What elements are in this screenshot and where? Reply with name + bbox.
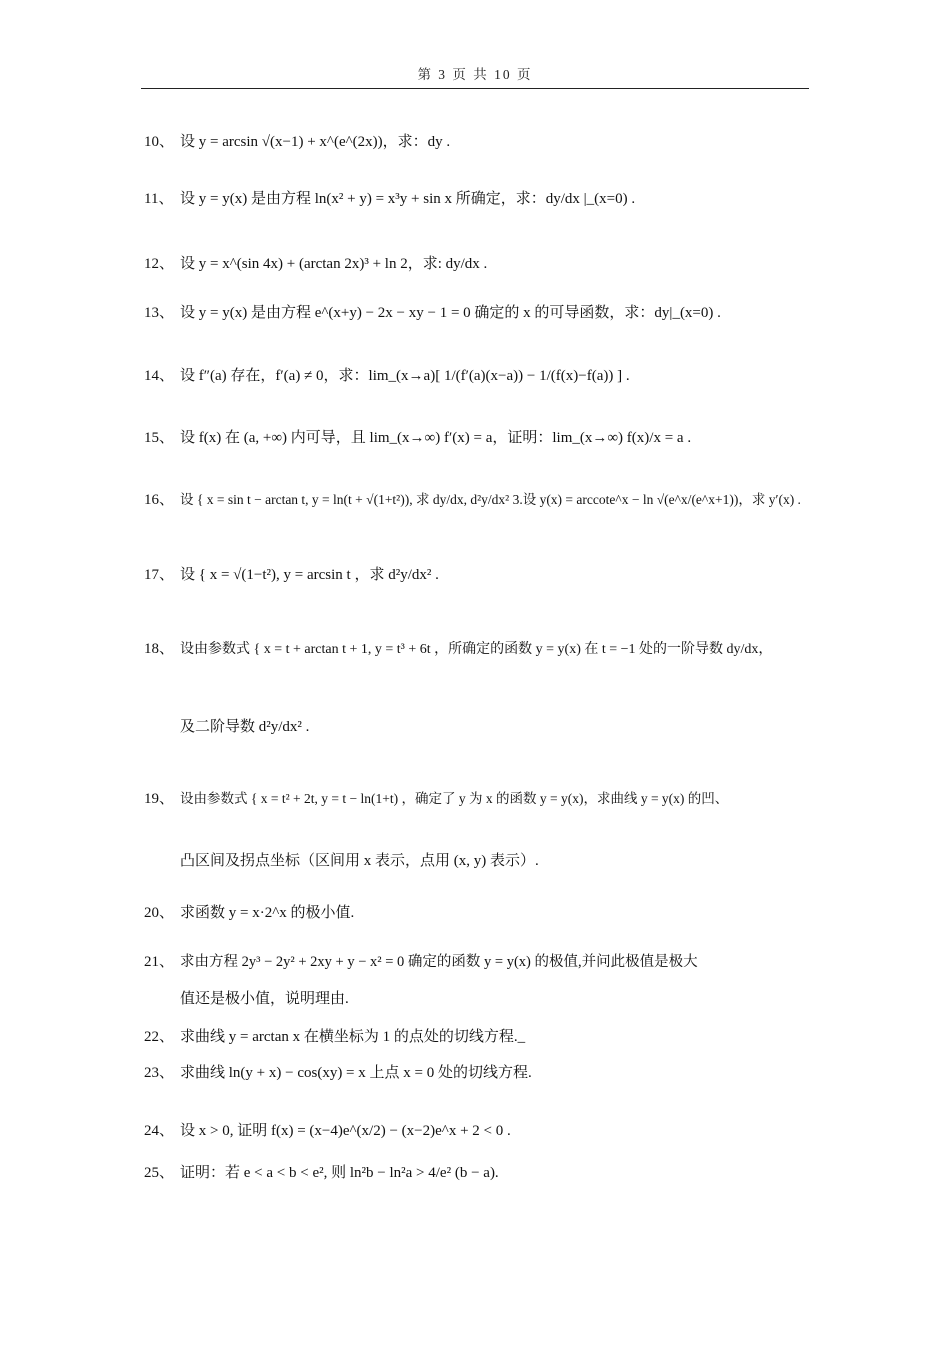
problem-number: 17、 [144,567,175,583]
problem-text: 设 x > 0, 证明 f(x) = (x−4)e^(x/2) − (x−2)e^x + 2 < 0 . [180,1123,511,1139]
problem-text: 设 f(x) 在 (a, +∞) 内可导，且 lim_(x→∞) f′(x) = a，证明：lim_(x→∞) f(x)/x = a . [180,430,692,446]
problem-23 [144,1062,824,1084]
problem-text: 设 y = y(x) 是由方程 ln(x² + y) = x³y + sin x 所确定，求：dy/dx |_(x=0) . [180,191,636,207]
problem-text: 求曲线 ln(y + x) − cos(xy) = x 上点 x = 0 处的切线方程. [180,1065,532,1081]
problem-text: 设由参数式 { x = t + arctan t + 1, y = t³ + 6t ，所确定的函数 y = y(x) 在 t = −1 处的一阶导数 dy/dx， [180,642,773,657]
problem-number: 24、 [144,1123,175,1139]
problem-text: 设 y = x^(sin 4x) + (arctan 2x)³ + ln 2，求: dy/dx . [180,256,488,272]
problem-text: 凸区间及拐点坐标（区间用 x 表示，点用 (x, y) 表示）. [180,853,539,869]
page-header: 第 3 页 共 10 页 [417,67,533,82]
problem-number: 10、 [144,134,175,150]
problem-10 [144,131,824,153]
problem-text: 设 y = y(x) 是由方程 e^(x+y) − 2x − xy − 1 = 0 确定的 x 的可导函数，求：dy|_(x=0) . [180,305,721,321]
problem-number: 12、 [144,256,175,272]
problem-text: 值还是极小值，说明理由. [180,991,349,1007]
problem-21-continuation [180,988,820,1010]
header-divider [141,88,809,89]
problem-text: 设 { x = sin t − arctan t, y = ln(t + √(1+t²)), 求 dy/dx, d²y/dx² 3.设 y(x) = arccote^x − ln √(e^x/(e^x+1))，求 y′(x) . [180,492,801,507]
problem-text: 设由参数式 { x = t² + 2t, y = t − ln(1+t) ，确定了 y 为 x 的函数 y = y(x)，求曲线 y = y(x) 的凹、 [180,791,729,806]
problem-21 [144,951,824,973]
problem-number: 11、 [144,191,174,207]
problem-number: 21、 [144,954,175,970]
problem-18 [144,638,824,661]
problem-number: 13、 [144,305,175,321]
problem-14 [144,365,824,387]
problem-text: 设 { x = √(1−t²), y = arcsin t ，求 d²y/dx² . [180,567,439,583]
problem-19-continuation [180,850,820,872]
problem-text: 设 f″(a) 存在，f′(a) ≠ 0，求：lim_(x→a)[ 1/(f′(a)(x−a)) − 1/(f(x)−f(a)) ] . [180,368,630,384]
problem-number: 18、 [144,641,175,657]
problem-text: 及二阶导数 d²y/dx² . [180,719,310,735]
problem-text: 求曲线 y = arctan x 在横坐标为 1 的点处的切线方程._ [180,1029,526,1045]
problem-number: 16、 [144,492,175,508]
problem-15 [144,427,824,449]
problem-number: 23、 [144,1065,175,1081]
problem-18-continuation [180,716,820,738]
problem-number: 19、 [144,791,175,807]
problem-19 [144,788,824,810]
problem-17 [144,564,824,586]
problem-16 [144,489,824,511]
problem-24 [144,1120,824,1142]
problem-text: 求由方程 2y³ − 2y² + 2xy + y − x² = 0 确定的函数 y = y(x) 的极值,并问此极值是极大 [180,954,698,970]
problem-20 [144,902,824,924]
problem-text: 求函数 y = x·2^x 的极小值. [180,905,355,921]
problem-number: 14、 [144,368,175,384]
problem-11 [144,188,824,210]
problem-number: 15、 [144,430,175,446]
problem-13 [144,302,824,324]
problem-number: 22、 [144,1029,175,1045]
problem-number: 20、 [144,905,175,921]
problem-text: 证明：若 e < a < b < e², 则 ln²b − ln²a > 4/e² (b − a). [180,1165,499,1181]
problem-number: 25、 [144,1165,175,1181]
problem-22 [144,1026,824,1048]
problem-25 [144,1162,824,1184]
problem-text: 设 y = arcsin √(x−1) + x^(e^(2x))，求：dy . [180,134,451,150]
problem-12 [144,253,824,275]
